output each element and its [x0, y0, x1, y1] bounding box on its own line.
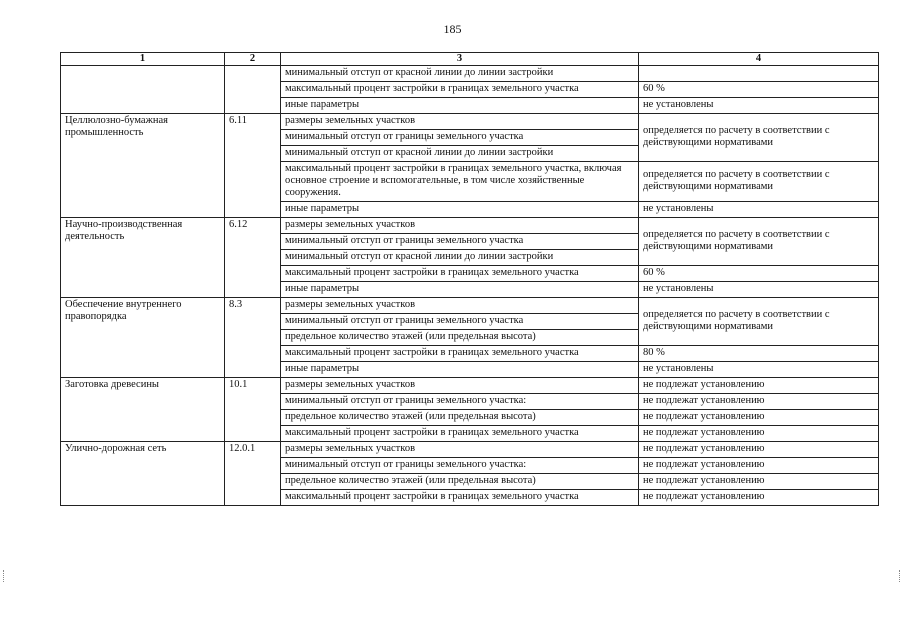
activity-code-cell: 8.3	[225, 298, 281, 378]
value-cell: 80 %	[639, 346, 879, 362]
activity-name-cell: Целлюлозно-бумажная промышленность	[61, 114, 225, 218]
activity-name-cell: Улично-дорожная сеть	[61, 442, 225, 506]
parameter-cell: минимальный отступ от красной линии до линии застройки	[281, 66, 639, 82]
value-cell: не установлены	[639, 202, 879, 218]
parameter-cell: максимальный процент застройки в границах земельного участка	[281, 266, 639, 282]
activity-name-cell: Научно-производственная деятельность	[61, 218, 225, 298]
table-row	[61, 378, 879, 394]
value-cell: не установлены	[639, 282, 879, 298]
regulations-table	[60, 52, 879, 506]
table-row	[61, 218, 879, 234]
activity-name-cell	[61, 66, 225, 114]
activity-code-cell	[225, 66, 281, 114]
parameter-cell: минимальный отступ от границы земельного участка	[281, 234, 639, 250]
scan-margin-mark	[899, 570, 902, 582]
parameter-cell: минимальный отступ от красной линии до линии застройки	[281, 250, 639, 266]
parameter-cell: минимальный отступ от границы земельного участка	[281, 314, 639, 330]
value-cell: 60 %	[639, 82, 879, 98]
activity-code-cell: 12.0.1	[225, 442, 281, 506]
parameter-cell: максимальный процент застройки в границах земельного участка	[281, 490, 639, 506]
parameter-cell: максимальный процент застройки в границах земельного участка	[281, 346, 639, 362]
value-cell: не подлежат установлению	[639, 394, 879, 410]
parameter-cell: иные параметры	[281, 362, 639, 378]
table-row	[61, 298, 879, 314]
parameter-cell: минимальный отступ от границы земельного участка	[281, 130, 639, 146]
table-header-row	[61, 53, 879, 66]
value-cell: не установлены	[639, 362, 879, 378]
parameter-cell: иные параметры	[281, 202, 639, 218]
table-row	[61, 114, 879, 130]
col-header-3: 3	[281, 53, 639, 66]
value-cell: определяется по расчету в соответствии с действующими нормативами	[639, 114, 879, 162]
value-cell: определяется по расчету в соответствии с действующими нормативами	[639, 298, 879, 346]
parameter-cell: минимальный отступ от красной линии до линии застройки	[281, 146, 639, 162]
parameter-cell: размеры земельных участков	[281, 114, 639, 130]
activity-name-cell: Обеспечение внутреннего правопорядка	[61, 298, 225, 378]
parameter-cell: размеры земельных участков	[281, 218, 639, 234]
parameter-cell: минимальный отступ от границы земельного участка:	[281, 458, 639, 474]
activity-code-cell: 6.12	[225, 218, 281, 298]
parameter-cell: размеры земельных участков	[281, 298, 639, 314]
value-cell: не подлежат установлению	[639, 490, 879, 506]
value-cell: не установлены	[639, 98, 879, 114]
value-cell: не подлежат установлению	[639, 458, 879, 474]
value-cell: не подлежат установлению	[639, 474, 879, 490]
parameter-cell: максимальный процент застройки в границах земельного участка	[281, 426, 639, 442]
parameter-cell: размеры земельных участков	[281, 378, 639, 394]
scan-margin-mark	[3, 570, 6, 582]
parameter-cell: предельное количество этажей (или предельная высота)	[281, 474, 639, 490]
table-row	[61, 442, 879, 458]
value-cell: 60 %	[639, 266, 879, 282]
activity-code-cell: 6.11	[225, 114, 281, 218]
value-cell: определяется по расчету в соответствии с действующими нормативами	[639, 218, 879, 266]
parameter-cell: максимальный процент застройки в границах земельного участка, включая основное строение и вспомогательные, в том числе хозяйственные сооружения.	[281, 162, 639, 202]
value-cell: определяется по расчету в соответствии с действующими нормативами	[639, 162, 879, 202]
parameter-cell: предельное количество этажей (или предельная высота)	[281, 330, 639, 346]
page-number: 185	[443, 22, 462, 36]
parameter-cell: минимальный отступ от границы земельного участка:	[281, 394, 639, 410]
value-cell: не подлежат установлению	[639, 442, 879, 458]
parameter-cell: иные параметры	[281, 282, 639, 298]
parameter-cell: иные параметры	[281, 98, 639, 114]
parameter-cell: предельное количество этажей (или предельная высота)	[281, 410, 639, 426]
col-header-4: 4	[639, 53, 879, 66]
value-cell: не подлежат установлению	[639, 378, 879, 394]
activity-name-cell: Заготовка древесины	[61, 378, 225, 442]
activity-code-cell: 10.1	[225, 378, 281, 442]
col-header-1: 1	[61, 53, 225, 66]
col-header-2: 2	[225, 53, 281, 66]
table-row	[61, 66, 879, 82]
parameter-cell: максимальный процент застройки в границах земельного участка	[281, 82, 639, 98]
value-cell	[639, 66, 879, 82]
value-cell: не подлежат установлению	[639, 426, 879, 442]
parameter-cell: размеры земельных участков	[281, 442, 639, 458]
value-cell: не подлежат установлению	[639, 410, 879, 426]
